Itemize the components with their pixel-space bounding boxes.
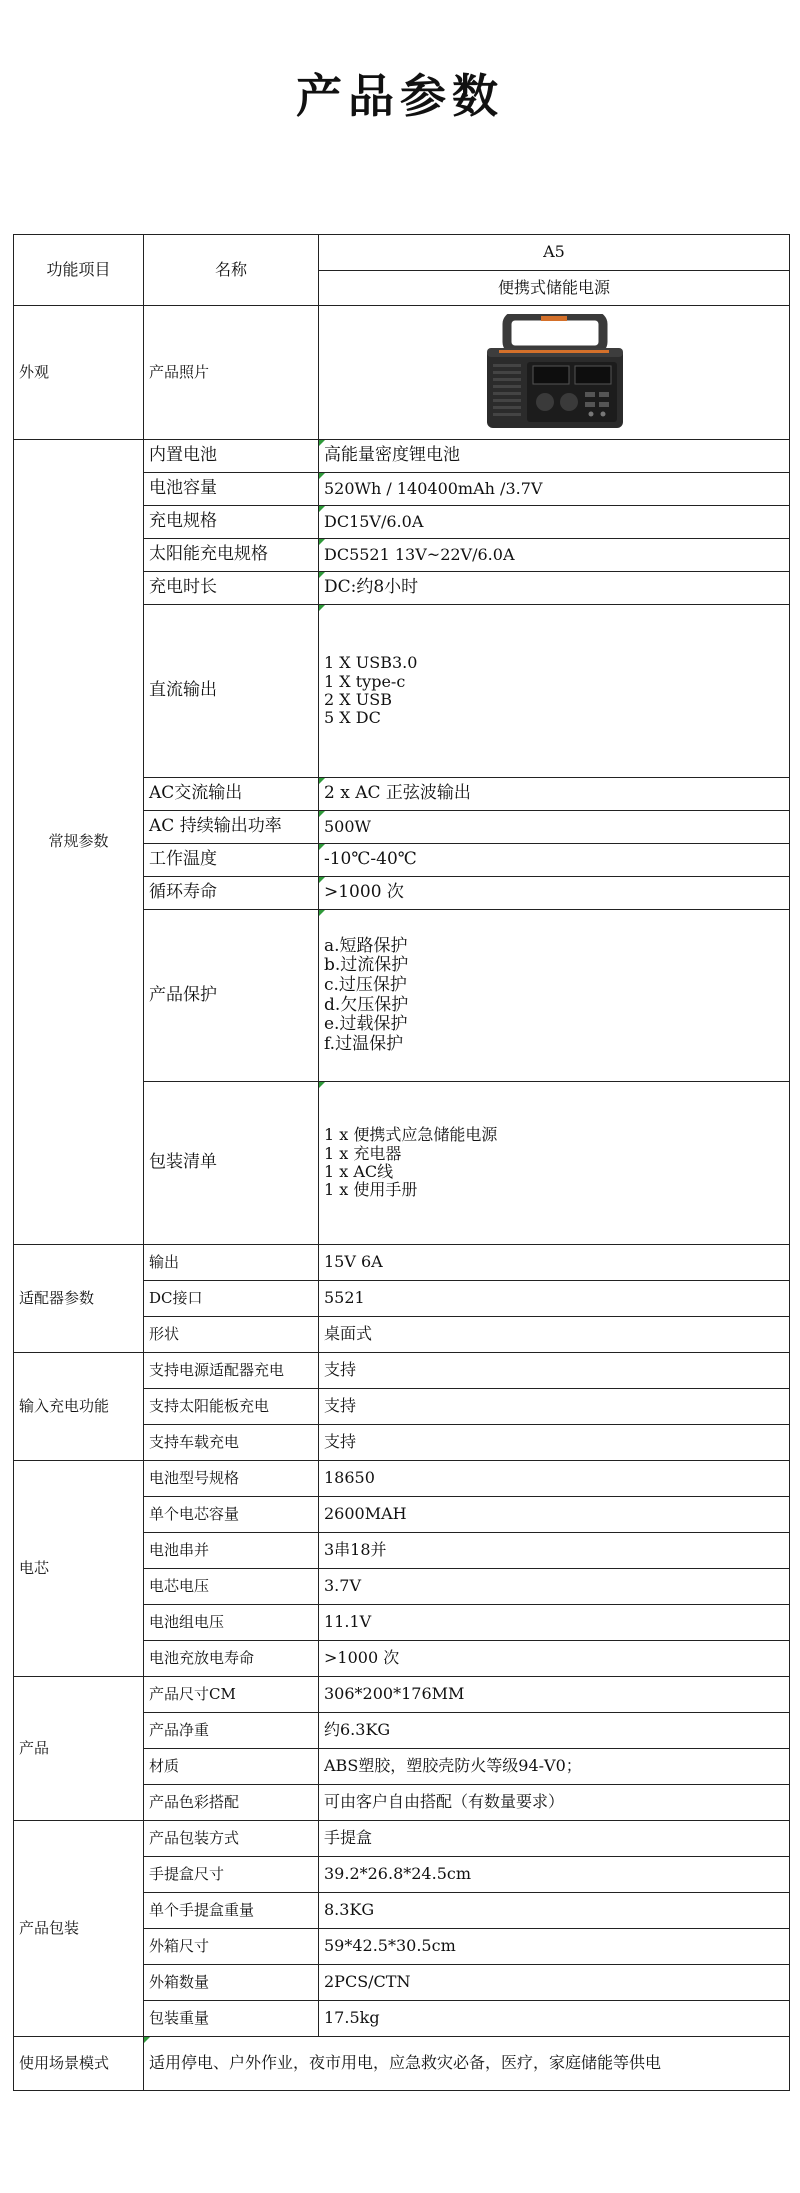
row-value: 11.1V [319,1605,790,1641]
row-value: 支持 [319,1353,790,1389]
row-name: 电池充放电寿命 [144,1641,319,1677]
row-name: 产品净重 [144,1713,319,1749]
row-name: 材质 [144,1749,319,1785]
row-value: 17.5kg [319,2001,790,2037]
row-value: 桌面式 [319,1317,790,1353]
row-value: 520Wh / 140400mAh /3.7V [319,473,790,506]
row-name: 支持车载充电 [144,1425,319,1461]
category-input-charging: 输入充电功能 [14,1353,144,1461]
category-product: 产品 [14,1677,144,1821]
row-value: 15V 6A [319,1245,790,1281]
row-value: 2PCS/CTN [319,1965,790,2001]
category-usage: 使用场景模式 [14,2037,144,2091]
row-name: 包装重量 [144,2001,319,2037]
row-value: -10℃-40℃ [319,844,790,877]
row-value: >1000 次 [319,877,790,910]
row-name: 产品色彩搭配 [144,1785,319,1821]
row-name: AC交流输出 [144,778,319,811]
row-name: 形状 [144,1317,319,1353]
page-title: 产品参数 [296,69,504,123]
row-name: 支持电源适配器充电 [144,1353,319,1389]
row-value: 1 X USB3.0 1 X type-c 2 X USB 5 X DC [319,605,790,778]
row-value: 59*42.5*30.5cm [319,1929,790,1965]
row-name: 支持太阳能板充电 [144,1389,319,1425]
row-name: 充电规格 [144,506,319,539]
row-name: 电芯电压 [144,1569,319,1605]
row-value: 约6.3KG [319,1713,790,1749]
row-value: DC5521 13V~22V/6.0A [319,539,790,572]
row-value: 8.3KG [319,1893,790,1929]
row-name: 外箱尺寸 [144,1929,319,1965]
row-value: 3.7V [319,1569,790,1605]
row-value: 手提盒 [319,1821,790,1857]
table-row [14,1461,790,1497]
row-name: 手提盒尺寸 [144,1857,319,1893]
header-product-name: 便携式储能电源 [319,271,790,306]
power-station-image [324,314,784,432]
table-row [14,1353,790,1389]
row-name: 包装清单 [144,1082,319,1245]
row-name: 电池组电压 [144,1605,319,1641]
spec-table [13,234,790,2091]
row-name: 内置电池 [144,440,319,473]
row-name: 太阳能充电规格 [144,539,319,572]
table-row [14,1245,790,1281]
usage-value: 适用停电、户外作业，夜市用电，应急救灾必备，医疗，家庭储能等供电 [144,2037,790,2091]
row-value: 2600MAH [319,1497,790,1533]
table-row [14,306,790,440]
table-row [14,440,790,473]
row-value: 1 x 便携式应急储能电源 1 x 充电器 1 x AC线 1 x 使用手册 [319,1082,790,1245]
row-value: 可由客户自由搭配（有数量要求） [319,1785,790,1821]
category-adapter: 适配器参数 [14,1245,144,1353]
category-appearance: 外观 [14,306,144,440]
row-value: >1000 次 [319,1641,790,1677]
table-row [14,235,790,271]
category-general: 常规参数 [14,440,144,1245]
row-value: 2 x AC 正弦波输出 [319,778,790,811]
category-cell: 电芯 [14,1461,144,1677]
row-value: ABS塑胶，塑胶壳防火等级94-V0； [319,1749,790,1785]
header-function: 功能项目 [14,235,144,306]
row-name: 工作温度 [144,844,319,877]
header-model: A5 [319,235,790,271]
row-value: 306*200*176MM [319,1677,790,1713]
row-name: 直流输出 [144,605,319,778]
row-value: DC:约8小时 [319,572,790,605]
row-value: 18650 [319,1461,790,1497]
row-name: 产品包装方式 [144,1821,319,1857]
table-row [14,1677,790,1713]
header-name: 名称 [144,235,319,306]
row-name: AC 持续输出功率 [144,811,319,844]
row-name: 外箱数量 [144,1965,319,2001]
row-value: 3串18并 [319,1533,790,1569]
category-packaging: 产品包装 [14,1821,144,2037]
row-name: 产品保护 [144,910,319,1082]
row-value: 39.2*26.8*24.5cm [319,1857,790,1893]
row-value: DC15V/6.0A [319,506,790,539]
product-photo-cell [319,306,790,440]
row-name: 单个手提盒重量 [144,1893,319,1929]
row-name: 输出 [144,1245,319,1281]
row-name: 充电时长 [144,572,319,605]
row-value: 5521 [319,1281,790,1317]
row-name: 单个电芯容量 [144,1497,319,1533]
row-value: 500W [319,811,790,844]
table-row [14,1821,790,1857]
table-row [14,2037,790,2091]
row-name: 产品尺寸CM [144,1677,319,1713]
row-name: 产品照片 [144,306,319,440]
row-name: 电池型号规格 [144,1461,319,1497]
row-value: 支持 [319,1425,790,1461]
row-name: 循环寿命 [144,877,319,910]
row-name: 电池容量 [144,473,319,506]
row-name: 电池串并 [144,1533,319,1569]
row-value: 支持 [319,1389,790,1425]
row-value: 高能量密度锂电池 [319,440,790,473]
row-value: a.短路保护 b.过流保护 c.过压保护 d.欠压保护 e.过载保护 f.过温保护 [319,910,790,1082]
row-name: DC接口 [144,1281,319,1317]
